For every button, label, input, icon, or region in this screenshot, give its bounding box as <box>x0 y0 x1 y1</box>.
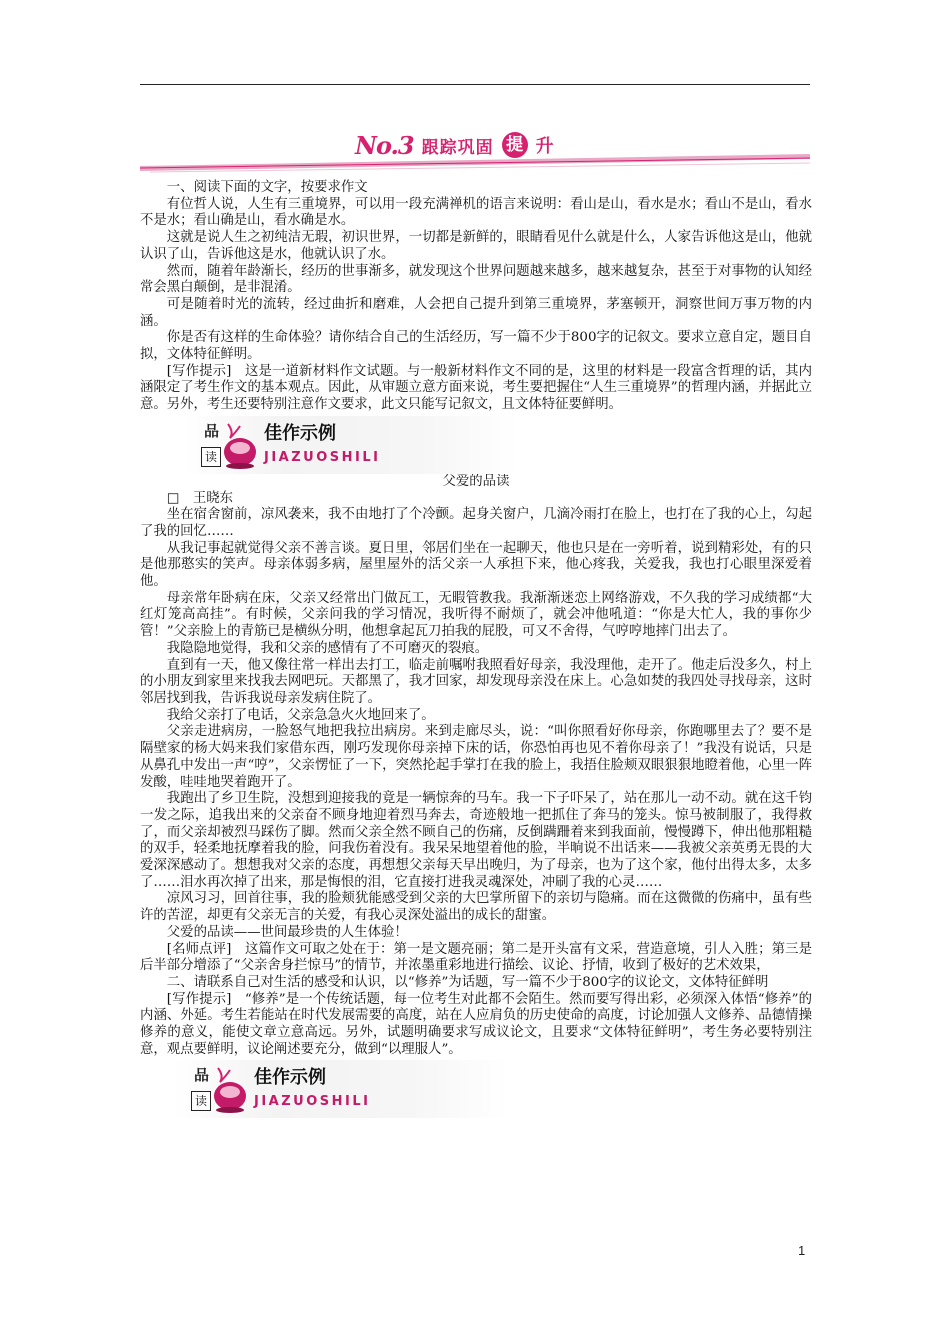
writing-tip-1: [写作提示] 这是一道新材料作文试题。与一般新材料作文不同的是，这里的材料是一段富含哲理的话，其内涵限定了考生作文的基本观点。因此，从审题立意方面来说，考生要把握住“人生三重境界”的哲理内涵，并据此立意。另外，考生还要特别注意作文要求，此文只能写记叙文，且文体特征要鲜明。 <box>140 363 812 413</box>
section-last-char: 升 <box>535 136 554 157</box>
section-number: No.3 <box>355 130 414 160</box>
badge-subtitle: JIAZUOSHILI <box>264 449 381 465</box>
badge-subtitle: JIAZUOSHILI <box>254 1094 371 1110</box>
essay-author: □ 王晓东 <box>166 490 234 506</box>
badge-pin-char: 品 <box>204 421 220 440</box>
question-2-heading: 二、请联系自己对生活的感受和认识，以“修养”为话题，写一篇不少于800字的议论文，文体特征鲜明 <box>166 974 769 990</box>
writing-tip-2: [写作提示] “修养”是一个传统话题，每一位考生对此都不会陌生。然而要写得出彩，必须深入体悟“修养”的内涵、外延。考生若能站在时代发展需要的高度，站在人应肩负的历史使命的高度，讨论加强人文修养、品德情操修养的意义，能使文章立意高远。另外，试题明确要求写成议论文，且要求“文体特征鲜明”，考生务必要特别注意，观点要鲜明，议论阐述要充分，做到“以理服人”。 <box>140 991 812 1057</box>
question-1-paragraph: 可是随着时光的流转，经过曲折和磨难，人会把自己提升到第三重境界，茅塞顿开，洞察世间万事万物的内涵。 <box>140 296 812 329</box>
section-title <box>355 130 554 160</box>
question-1-paragraph: 这就是说人生之初纯洁无瑕，初识世界，一切都是新鲜的，眼睛看见什么就是什么，人家告诉他这是山，他就认识了山，告诉他这是水，他就认识了水。 <box>140 230 812 262</box>
section-highlight-char: 提 <box>502 132 528 158</box>
essay-paragraph: 坐在宿舍窗前，凉风袭来，我不由地打了个冷颤。起身关窗户，几滴冷雨打在脸上，也打在了我的心上，勾起了我的回忆…… <box>140 507 812 539</box>
teacher-comment: [名师点评] 这篇作文可取之处在于：第一是文题亮丽；第二是开头富有文采，营造意境，引人入胜；第三是后半部分增添了“父亲舍身拦惊马”的情节，并浓墨重彩地进行描绘、议论、抒情，收到了极好的艺术效果， <box>140 941 812 974</box>
badge-pin-char: 品 <box>194 1066 210 1085</box>
question-1-paragraph: 有位哲人说，人生有三重境界，可以用一段充满禅机的语言来说明：看山是山，看水是水；看山不是山，看水不是水；看山确是山，看水确是水。 <box>140 196 812 229</box>
essay-paragraph: 我隐隐地觉得，我和父亲的感情有了不可磨灭的裂痕。 <box>166 640 489 656</box>
badge-du-char: 读 <box>191 1091 211 1111</box>
essay-paragraph: 从我记事起就觉得父亲不善言谈。夏日里，邻居们坐在一起聊天，他也只是在一旁听着，说到精彩处，有的只是他那憨实的笑声。母亲体弱多病，屋里屋外的活父亲一人承担下来，他心疼我，关爱我，我也打心眼里深爱着他。 <box>140 540 812 590</box>
model-essay-badge <box>174 1060 509 1118</box>
page-number: 1 <box>798 1243 806 1258</box>
model-essay-badge <box>184 416 519 474</box>
document-body <box>140 180 812 1118</box>
essay-paragraph: 我给父亲打了电话，父亲急急火火地回来了。 <box>166 707 435 723</box>
essay-paragraph: 我跑出了乡卫生院，没想到迎接我的竟是一辆惊奔的马车。我一下子吓呆了，站在那儿一动不动。就在这千钧一发之际，追我出来的父亲奋不顾身地迎着烈马奔去，奇迹般地一把抓住了奔马的笼头。惊马被制服了，我得救了，而父亲却被烈马踩伤了脚。然而父亲全然不顾自己的伤痛，反倒蹒跚着来到我面前，慢慢蹲下，伸出他那粗糙的双手，轻柔地抚摩着我的脸，问我伤着没有。我呆呆地望着他的脸，半晌说不出话来——我被父亲英勇无畏的大爱深深感动了。想想我对父亲的态度，再想想父亲每天早出晚归，为了母亲，也为了这个家，他付出得太多，太多了……泪水再次掉了出来，那是悔恨的泪，它直接打进我灵魂深处，冲刷了我的心灵…… <box>140 791 812 890</box>
teapot-icon <box>210 1066 250 1114</box>
section-subtitle: 跟踪巩固 <box>421 137 494 158</box>
question-1-paragraph: 你是否有这样的生命体验？请你结合自己的生活经历，写一篇不少于800字的记叙文。要求立意自定，题目自拟，文体特征鲜明。 <box>140 330 812 363</box>
teapot-icon <box>220 422 260 470</box>
top-rule <box>140 84 810 85</box>
question-1-heading: 一、阅读下面的文字，按要求作文 <box>166 180 368 195</box>
essay-paragraph: 直到有一天，他又像往常一样出去打工，临走前嘱咐我照看好母亲，我没理他，走开了。他走后没多久，村上的小朋友到家里来找我去网吧玩。天都黑了，我才回家，却发现母亲没在床上。心急如焚的我四处寻找母亲，这时邻居找到我，告诉我说母亲发病住院了。 <box>140 657 812 706</box>
badge-title: 佳作示例 <box>254 1067 326 1089</box>
badge-du-char: 读 <box>201 447 221 467</box>
essay-paragraph: 父亲走进病房，一脸怒气地把我拉出病房。来到走廊尽头，说：“叫你照看好你母亲，你跑哪里去了？要不是隔壁家的杨大妈来我们家借东西，刚巧发现你母亲掉下床的话，你恐怕再也见不着你母亲了！”我没有说话，只是从鼻孔中发出一声“哼”，父亲愣怔了一下，突然抡起手掌打在我的脸上，我捂住脸颊双眼狠狠地瞪着他，心里一阵发酸，哇哇地哭着跑开了。 <box>140 724 812 790</box>
question-1-paragraph: 然而，随着年龄渐长，经历的世事渐多，就发现这个世界问题越来越多，越来越复杂，甚至于对事物的认知经常会黑白颠倒，是非混淆。 <box>140 263 812 296</box>
badge-title: 佳作示例 <box>264 422 336 444</box>
essay-paragraph: 凉风习习，回首往事，我的脸颊犹能感受到父亲的大巴掌所留下的亲切与隐痛。而在这微微的伤痛中，虽有些许的苦涩，却更有父亲无言的关爱，有我心灵深处溢出的成长的甜蜜。 <box>140 891 812 924</box>
essay-paragraph: 母亲常年卧病在床，父亲又经常出门做瓦工，无暇管教我。我渐渐迷恋上网络游戏，不久我的学习成绩都“大红灯笼高高挂”。有时候，父亲问我的学习情况，我听得不耐烦了，就会冲他吼道：“你是大忙人，我的事你少管！”父亲脸上的青筋已是横纵分明，他想拿起瓦刀拍我的屁股，可又不舍得，气哼哼地摔门出去了。 <box>140 590 812 640</box>
essay-paragraph: 父爱的品读——世间最珍贵的人生体验！ <box>166 924 408 940</box>
essay-title: 父爱的品读 <box>442 473 510 489</box>
